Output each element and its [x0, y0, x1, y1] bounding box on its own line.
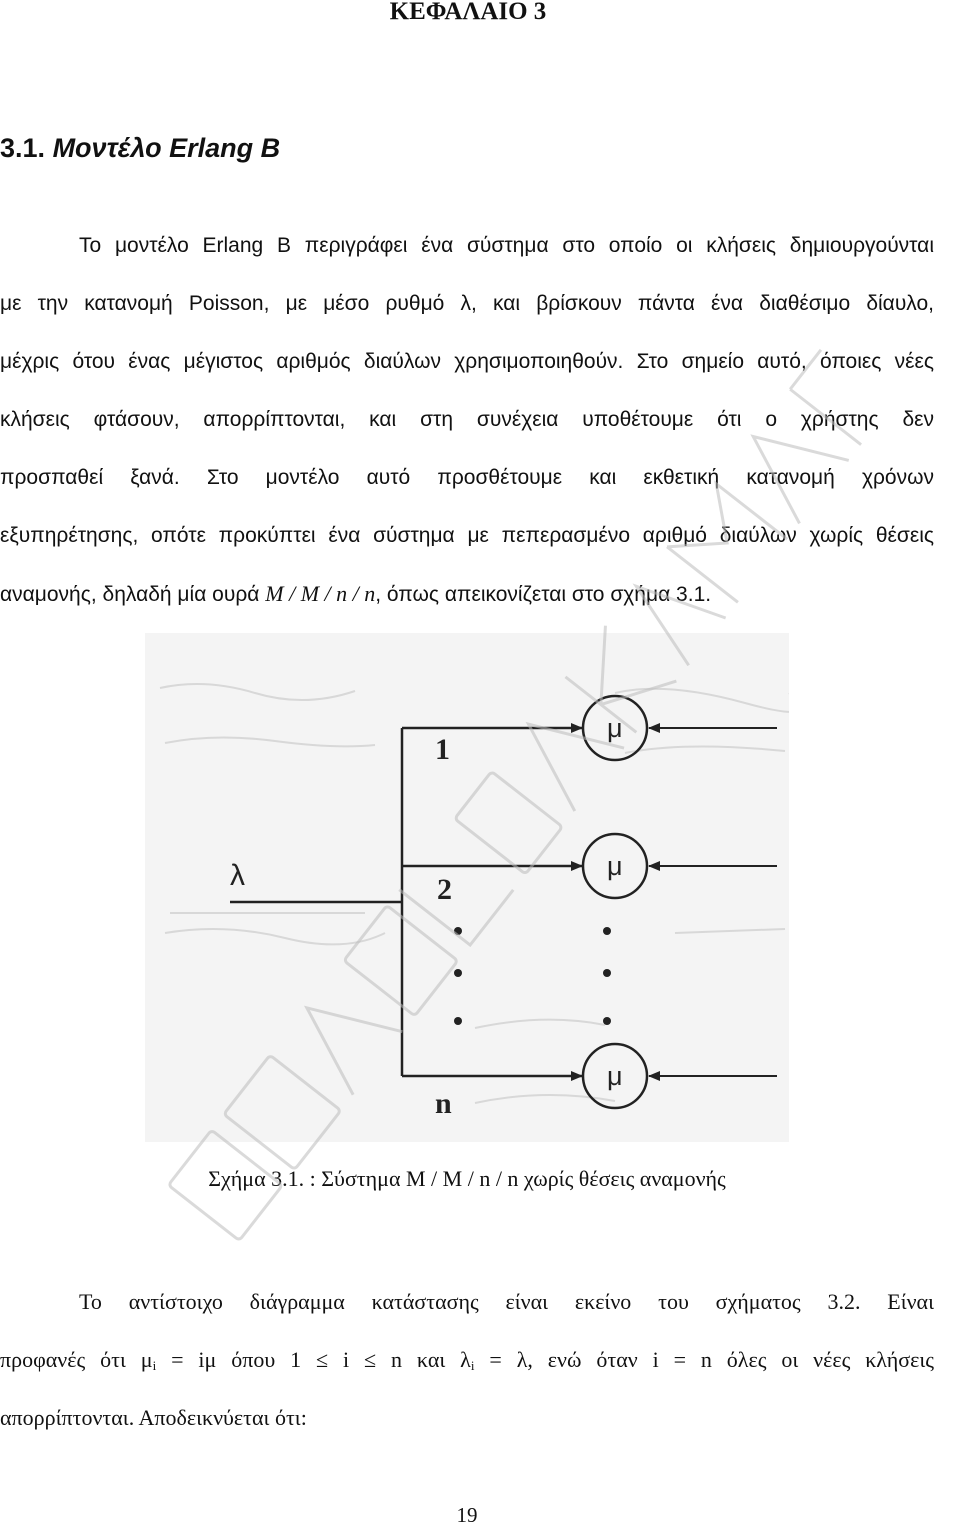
text-run: προφανές ότι μ — [0, 1347, 153, 1372]
channel-label-n: n — [435, 1087, 452, 1120]
paragraph-line: Το αντίστοιχο διάγραμμα κατάστασης είναι εκείνο του σχήματος 3.2. Είναι — [79, 1289, 934, 1314]
paragraph-line: με την κατανομή Poisson, με μέσο ρυθμό λ, και βρίσκουν πάντα ένα διαθέσιμο δίαυλο, — [0, 292, 934, 315]
text-run: = iμ όπου 1 ≤ i ≤ n και λ — [156, 1347, 471, 1372]
section-number: 3.1. — [0, 133, 46, 163]
paragraph-line: κλήσεις φτάσουν, απορρίπτονται, και στη συνέχεια υποθέτουμε ότι ο χρήστης δεν — [0, 408, 934, 431]
paragraph-line: προσπαθεί ξανά. Στο μοντέλο αυτό προσθέτουμε και εκθετική κατανομή χρόνων — [0, 466, 934, 489]
service-rate-label-1: μ — [607, 713, 623, 743]
channel-ellipsis-dots — [454, 927, 611, 1025]
text-run: , όπως απεικονίζεται στο σχήμα 3.1. — [375, 583, 712, 606]
queue-notation: M / M / n / n — [265, 581, 376, 606]
queue-diagram-svg — [145, 633, 789, 1142]
paragraph-state-diagram — [0, 1273, 934, 1447]
text-run: αναμονής, δηλαδή μία ουρά — [0, 583, 266, 606]
paragraph-line: μέχρις ότου ένας μέγιστος αριθμός διαύλων χρησιμοποιηθούν. Στο σημείο αυτό, όποιες νέες — [0, 350, 934, 373]
arrival-rate-label: λ — [230, 859, 245, 892]
queue-diagram-figure — [145, 633, 789, 1142]
paragraph-erlang-b-description — [0, 217, 934, 623]
service-rate-label-2: μ — [607, 851, 623, 881]
channel-label-1: 1 — [435, 733, 450, 766]
background-scan-traces — [160, 684, 789, 1103]
section-title: Μοντέλο Erlang B — [52, 133, 281, 163]
paragraph-line: απορρίπτονται. Αποδεικνύεται ότι: — [0, 1405, 307, 1430]
paragraph-line: Το μοντέλο Erlang B περιγράφει ένα σύστημα στο οποίο οι κλήσεις δημιουργούνται — [79, 234, 934, 257]
text-run: = λ, ενώ όταν i = n όλες οι νέες κλήσεις — [474, 1347, 934, 1372]
chapter-title: ΚΕΦΑΛΑΙΟ 3 — [389, 0, 547, 25]
page-number: 19 — [456, 1503, 478, 1527]
paragraph-line — [0, 1331, 934, 1389]
paragraph-line — [0, 565, 934, 623]
paragraph-line: εξυπηρέτησης, οπότε προκύπτει ένα σύστημα με πεπερασμένο αριθμό διαύλων χωρίς θέσεις — [0, 524, 934, 547]
figure-caption: Σχήμα 3.1. : Σύστημα M / M / n / n χωρίς θέσεις αναμονής — [208, 1166, 726, 1191]
subscript-i: i — [470, 1358, 475, 1373]
service-rate-label-n: μ — [607, 1061, 623, 1091]
channel-label-2: 2 — [437, 873, 452, 906]
subscript-i: i — [152, 1358, 157, 1373]
section-heading — [0, 133, 280, 164]
